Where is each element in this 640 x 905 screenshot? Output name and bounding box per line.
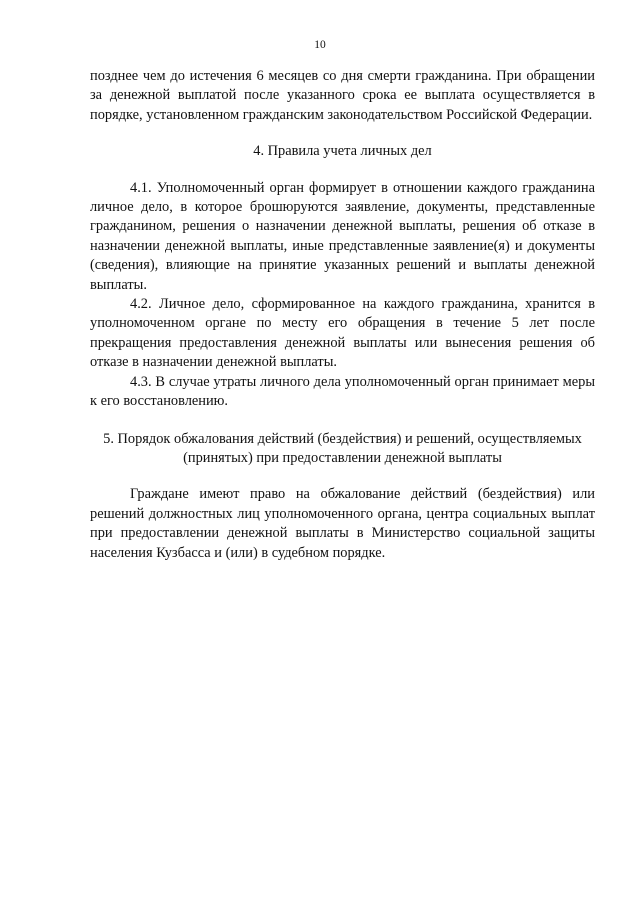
section-5-heading: 5. Порядок обжалования действий (бездействия) и решений, осуществляемых (принятых) при предоставлении денежной выплаты bbox=[103, 430, 582, 466]
intro-paragraph: позднее чем до истечения 6 месяцев со дня смерти гражданина. При обращении за денежной выплатой после указанного срока ее выплата осуществляется в порядке, установленном гражданским законодательством Российской Федерации. bbox=[90, 68, 595, 123]
paragraph-4-1: 4.1. Уполномоченный орган формирует в отношении каждого гражданина личное дело, в которое брошюруются заявление, документы, представленные гражданином, решения о назначении денежной выплаты, решения об отказе в назначении денежной выплаты, иные представленные заявление(я) и документы (сведения), влияющие на принятие указанных решений и выплаты денежной выплаты. bbox=[90, 179, 595, 293]
paragraph-4-3: 4.3. В случае утраты личного дела уполномоченный орган принимает меры к его восстановлению. bbox=[90, 373, 595, 410]
paragraph-4-2: 4.2. Личное дело, сформированное на каждого гражданина, хранится в уполномоченном органе по месту его обращения в течение 5 лет после прекращения предоставления денежной выплаты или вынесения решения об отказе в назначении денежной выплаты. bbox=[90, 296, 595, 371]
section-5-body bbox=[90, 485, 595, 563]
section-4-body bbox=[90, 179, 595, 412]
page-number: 10 bbox=[314, 39, 326, 51]
section-4-heading: 4. Правила учета личных дел bbox=[253, 143, 432, 160]
document-body bbox=[90, 67, 595, 563]
paragraph-5-1: Граждане имеют право на обжалование действий (бездействия) или решений должностных лиц уполномоченного органа, центра социальных выплат при предоставлении денежной выплаты в Министерство социальной защиты населения Кузбасса и (или) в судебном порядке. bbox=[90, 486, 595, 561]
